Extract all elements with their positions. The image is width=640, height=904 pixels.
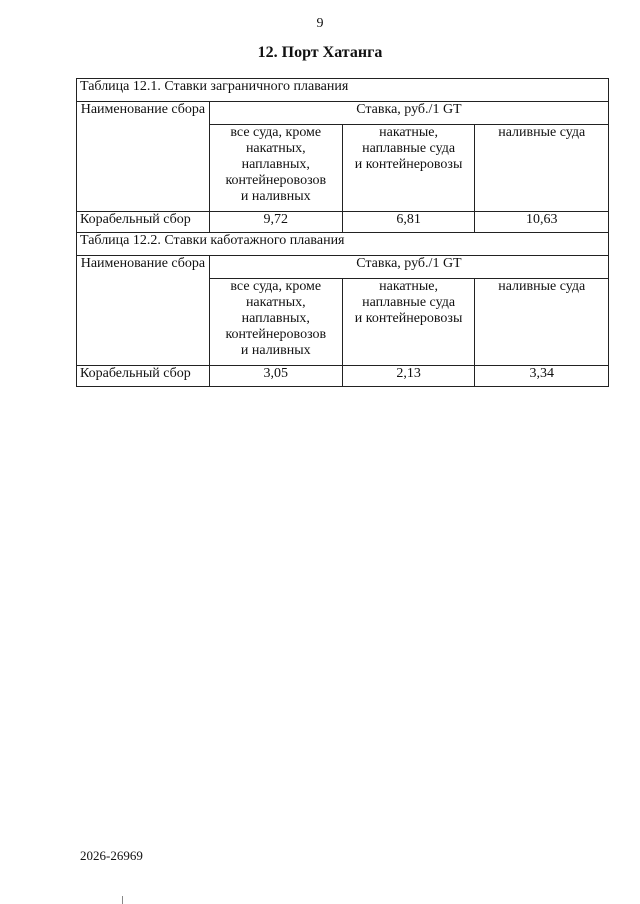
table-caption-row [77,233,609,256]
name-column-header: Наименование сбора [77,256,210,366]
row-label: Корабельный сбор [77,366,210,387]
document-id: 2026-26969 [80,848,143,863]
rate-value: 6,81 [342,212,475,233]
table-caption: Таблица 12.1. Ставки заграничного плавания [77,79,609,102]
rates-table [76,78,609,387]
column-header: накатные, наплавные суда и контейнеровозы [342,125,475,212]
table-row [77,366,609,387]
column-header: наливные суда [475,125,609,212]
rate-column-header: Ставка, руб./1 GT [209,256,608,279]
table-row [77,212,609,233]
page-number: 9 [316,16,324,31]
header-row [77,102,609,125]
rate-value: 3,34 [475,366,609,387]
table-caption: Таблица 12.2. Ставки каботажного плавания [77,233,609,256]
name-column-header: Наименование сбора [77,102,210,212]
column-header: все суда, кроме накатных, наплавных, контейнеровозов и наливных [209,125,342,212]
rate-value: 3,05 [209,366,342,387]
scan-mark [122,896,123,904]
rate-value: 2,13 [342,366,475,387]
row-label: Корабельный сбор [77,212,210,233]
rate-value: 10,63 [475,212,609,233]
rate-column-header: Ставка, руб./1 GT [209,102,608,125]
column-header: все суда, кроме накатных, наплавных, контейнеровозов и наливных [209,279,342,366]
rate-value: 9,72 [209,212,342,233]
section-title: 12. Порт Хатанга [257,44,383,61]
header-row [77,256,609,279]
column-header: накатные, наплавные суда и контейнеровозы [342,279,475,366]
column-header: наливные суда [475,279,609,366]
table-caption-row [77,79,609,102]
